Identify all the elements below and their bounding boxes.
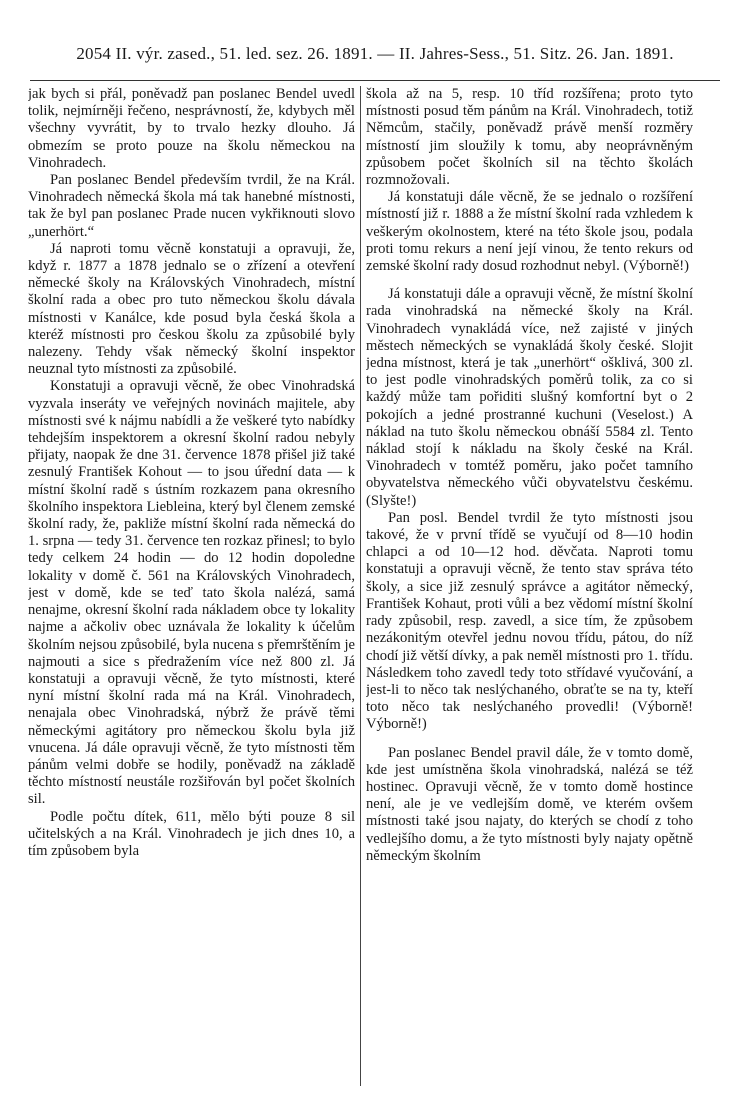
paragraph: Pan poslanec Bendel pravil dále, že v tomto domě, kde jest umístněna škola vinohradská, nalézá se též hostinec. Opravuji věcně, že v tomto domě hostince není, ale je ve vedlejším domě, ve kterém ovšem místnosti také jsou najaty, do kterých se chodí z toho vedlejšího domu, a že tyto místnosti byly najaty opětně německým školním bbox=[366, 744, 693, 864]
paragraph: Pan poslanec Bendel především tvrdil, že na Král. Vinohradech německá škola má tak hanebné místnosti, tak že byl pan poslanec Prade nucen vykřiknouti slovo „unerhört.“ bbox=[28, 172, 355, 240]
column-divider bbox=[360, 86, 361, 1086]
paragraph: Já konstatuji dále věcně, že se jednalo o rozšíření místností již r. 1888 a že místní školní rada vzhledem k veškerým okolnostem, které na této škole jsou, podala proti tomu rekurs a není její vinou, že tento rekurs od zemské školní rady dosud rozhodnut nebyl. (Výborně!) bbox=[366, 189, 693, 275]
paragraph: Já naproti tomu věcně konstatuji a opravuji, že, když r. 1877 a 1878 jednalo se o zřízení a otevření německé školy na Královských Vinohradech, místní školní rada a obec pro tuto německou školu dávala místnosti v Kanálce, kde posud byla česká škola a kteréž místnosti pro českou školu za způsobilé byly nalezeny. Tehdy však německý školní inspektor neuznal tyto místnosti za způsobilé. bbox=[28, 240, 355, 378]
paragraph: Já konstatuji dále a opravuji věcně, že místní školní rada vinohradská na německé školy na Král. Vinohradech vynakládá více, než zajisté v jiných městech německých se vynakládá školy české. Slojit jedna místnost, která je tak „unerhört“ ošklivá, 300 zl. to jest podle vinohradských poměrů tolik, za co si každý může tam pořiditi slušný komfortní byt o 2 pokojích a jedné prostranné kuchuni (Veselost.) A náklad na tuto školu německou obnáší 5584 zl. Tento náklad stojí k nákladu na školy české na Král. Vinohradech v tomtéž poměru, jako počet tamního obyvatelstva německého vůči obyvatelstvu českému. (Slyšte!) bbox=[366, 286, 693, 509]
paragraph: jak bych si přál, poněvadž pan poslanec Bendel uvedl tolik, nejmírněji řečeno, nesprávností, že, kdybych měl všechny vyvrátit, by to trvalo hezky dlouho. Já obmezím se proto pouze na školu německou na Vinohradech. bbox=[28, 86, 355, 171]
header-rule bbox=[30, 80, 720, 81]
paragraph: škola až na 5, resp. 10 tříd rozšířena; proto tyto místnosti posud těm pánům na Král. Vinohradech, totiž Němcům, stačily, poněvadž právě menší rozměry místností jim sloužily k tomu, aby neoprávněným způsobem počet školních sil na těchto školách rozmnožovali. bbox=[366, 86, 693, 189]
paragraph: Pan posl. Bendel tvrdil že tyto místnosti jsou takové, že v první třídě se vyučují od 8—10 hodin chlapci a od 10—12 hod. děvčata. Naproti tomu konstatuji a opravuji věcně, že tento stav správa této školy, a sice již zesnulý správce a agitátor německý, František Kohaut, proti vůli a bez vědomí místní školní rady způsobil, resp. zavedl, a sice tím, že způsobem nezákonitým otevřel jednu novou třídu, pátou, do níž chodí již větší dívky, a pak neměl místnosti pro 1. třídu. Následkem toho zavedl tedy toto střídavé vyučování, a jest-li to něco tak neslýchaného, obraťte se na ty, kteří toto něco tak neslýchaného provedli! (Výborně! Výborně!) bbox=[366, 509, 693, 733]
page-header: 2054 II. výr. zased., 51. led. sez. 26. 1891. — II. Jahres-Sess., 51. Sitz. 26. Jan. 1891. bbox=[76, 44, 674, 63]
right-column bbox=[366, 86, 693, 1082]
paragraph: Podle počtu dítek, 611, mělo býti pouze 8 sil učitelských a na Král. Vinohradech je jich dnes 10, a tím způsobem byla bbox=[28, 808, 355, 859]
left-column bbox=[28, 86, 355, 1082]
paragraph: Konstatuji a opravuji věcně, že obec Vinohradská vyzvala inseráty ve veřejných novinách majitele, aby místnosti své k nájmu nabídli a že veškeré tyto nabídky tehdejším inspektorem a okresní školní radou nebyly přijaty, naopak že dne 31. července 1878 přišel již také zesnulý František Kohout — to jsou úřední data — k místní školní radě s ústním rozkazem pana okresního školního inspektora Liebleina, který byl členem zemské školní rady, že, pakliže místní školní rada německá do 1. srpna — tedy 31. července ten rozkaz přinesl; to bylo tedy celkem 24 hodin — do 12 hodin dopoledne lokality v domě č. 561 na Královských Vinohradech, jest v domě, kde se teď tato škola nalézá, samá nenajme, okresní školní rada nákladem obce ty lokality najme a ačkoliv obec uznávala že lokality k účelům školním nejsou způsobilé, byla nucena s přemrštěním je najmouti a sice s předražením více než 800 zl. Já konstatuji a opravuji věcně, že tyto místnosti, které nyní místní školní rada má na Král. Vinohradech, nenajala obec Vinohradská, nýbrž že právě těmi německými agitátory pro německou školu byla již vnucena. Já dále opravuji věcně, že tyto místnosti těm pánům velmi dobře se hodily, poněvadž na základě těchto místností neustále rozšiřován byl počet školních sil. bbox=[28, 378, 355, 808]
